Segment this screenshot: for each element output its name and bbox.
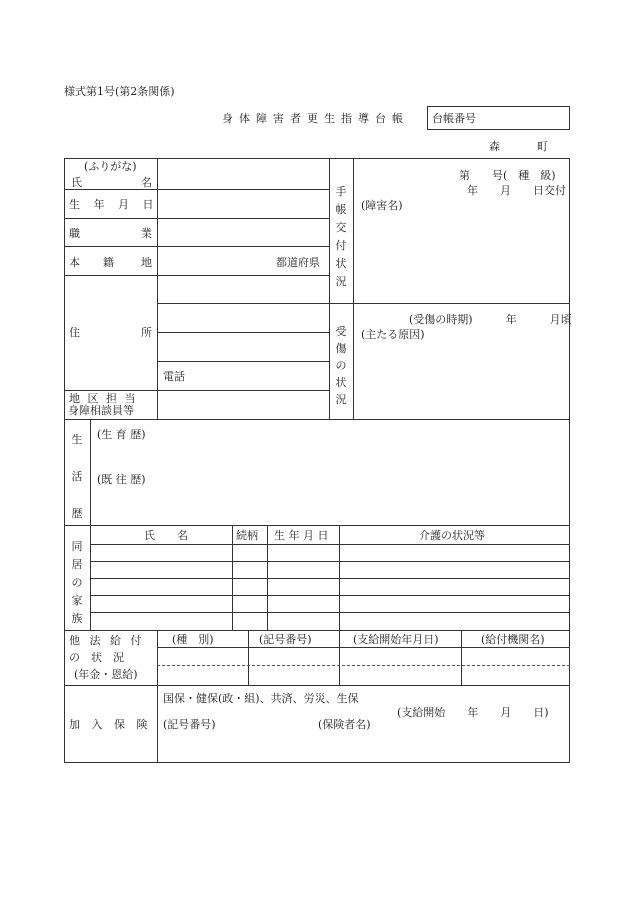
family-col-birth: 生 年 月 日 bbox=[274, 529, 329, 542]
furigana-label: (ふりがな) bbox=[84, 160, 137, 173]
domicile-label-1: 本 bbox=[69, 256, 80, 269]
insurance-number-label: (記号番号) bbox=[163, 718, 216, 731]
benefits-label-3: (年金・恩給) bbox=[74, 668, 138, 681]
ledger-number-label: 台帳番号 bbox=[432, 112, 476, 125]
disability-name-label: (障害名) bbox=[361, 199, 403, 212]
handbook-date-line: 年 月 日交付 bbox=[467, 184, 566, 197]
name-field[interactable] bbox=[158, 159, 329, 189]
disability-name-field[interactable] bbox=[354, 214, 569, 303]
birth-date-field[interactable] bbox=[158, 190, 329, 218]
district-label-1: 地 区 担 当 bbox=[69, 392, 138, 405]
handbook-section-label: 手 帳 交 付 状 況 bbox=[335, 185, 347, 288]
occupation-label-left: 職 bbox=[69, 227, 80, 240]
insurance-field[interactable] bbox=[158, 733, 569, 761]
injury-time-line: (受傷の時期) 年 月頃 bbox=[409, 313, 572, 326]
phone-label: 電話 bbox=[163, 370, 185, 383]
handbook-number-line: 第 号( 種 級) bbox=[459, 169, 556, 182]
medical-history-field[interactable] bbox=[91, 488, 569, 524]
district-field[interactable] bbox=[158, 391, 329, 419]
occupation-label-right: 業 bbox=[141, 227, 152, 240]
address-label-right: 所 bbox=[141, 326, 152, 339]
benefits-rows[interactable] bbox=[158, 648, 569, 685]
domicile-label-2: 籍 bbox=[103, 256, 114, 269]
domicile-label-3: 地 bbox=[141, 256, 152, 269]
domicile-field[interactable] bbox=[158, 247, 273, 275]
benefits-col-number: (記号番号) bbox=[259, 633, 312, 646]
name-label-right: 名 bbox=[141, 176, 152, 189]
upbringing-field[interactable] bbox=[91, 443, 569, 469]
insurance-types-line: 国保・健保(政・組)、共済、労災、生保 bbox=[163, 692, 359, 705]
benefits-col-start: (支給開始年月日) bbox=[353, 633, 439, 646]
birth-date-label: 生 年 月 日 bbox=[69, 198, 159, 211]
district-label-2: 身障相談員等 bbox=[68, 404, 134, 417]
address-label-left: 住 bbox=[69, 326, 80, 339]
prefecture-suffix: 都道府県 bbox=[276, 256, 320, 269]
address-field[interactable] bbox=[158, 276, 329, 361]
benefits-label-2: の 状 況 bbox=[69, 651, 124, 664]
town-prefix: 森 bbox=[489, 140, 500, 153]
name-label-left: 氏 bbox=[71, 176, 82, 189]
benefits-label-1: 他 法 給 付 bbox=[69, 634, 145, 647]
town-suffix: 町 bbox=[537, 140, 548, 153]
occupation-field[interactable] bbox=[158, 219, 329, 246]
benefits-col-type: (種 別) bbox=[172, 633, 214, 646]
family-rows[interactable] bbox=[91, 545, 569, 630]
page-title: 身体障害者更生指導台帳 bbox=[222, 112, 409, 125]
insurance-label: 加 入 保 険 bbox=[69, 718, 152, 731]
insurance-start-line: (支給開始 年 月 日) bbox=[397, 706, 549, 719]
insurer-name-label: (保険者名) bbox=[318, 718, 371, 731]
history-section-label: 生 活 歴 bbox=[71, 433, 83, 520]
family-col-relation: 続柄 bbox=[236, 529, 258, 542]
family-col-care: 介護の状況等 bbox=[419, 529, 485, 542]
ledger-number-box[interactable] bbox=[427, 106, 570, 130]
injury-cause-field[interactable] bbox=[354, 342, 569, 418]
injury-cause-label: (主たる原因) bbox=[361, 328, 425, 341]
upbringing-label: (生 育 歴) bbox=[97, 428, 146, 441]
phone-field[interactable] bbox=[190, 362, 329, 390]
benefits-col-agency: (給付機関名) bbox=[481, 633, 545, 646]
family-col-name: 氏 名 bbox=[144, 529, 188, 542]
medical-history-label: (既 往 歴) bbox=[97, 473, 146, 486]
form-number: 様式第1号(第2条関係) bbox=[64, 85, 175, 98]
injury-section-label: 受 傷 の 状 況 bbox=[335, 325, 347, 406]
family-section-label: 同 居 の 家 族 bbox=[71, 540, 83, 625]
